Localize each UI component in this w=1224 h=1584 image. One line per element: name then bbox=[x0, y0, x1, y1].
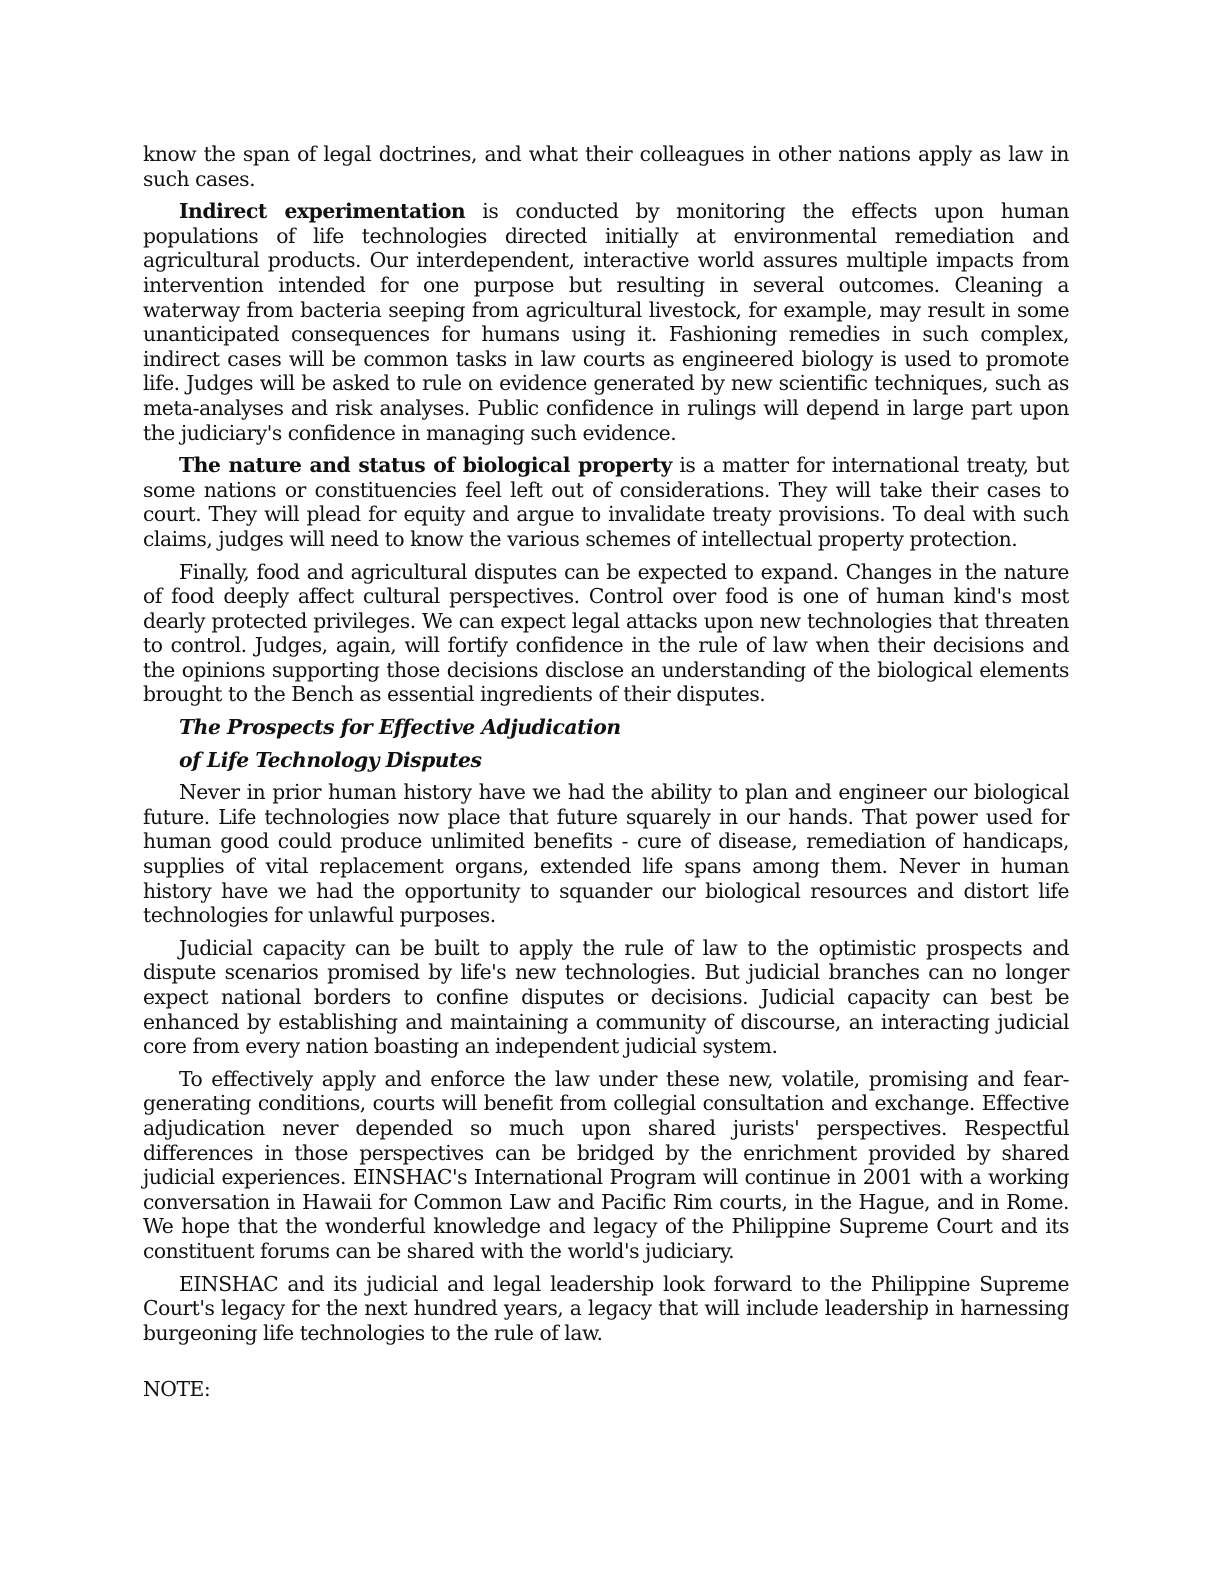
paragraph-lead-bold: The nature and status of biological property bbox=[179, 453, 672, 478]
paragraph-effective-adjudication: To effectively apply and enforce the law under these new, volatile, promising and fear-generating conditions, courts will benefit from collegial consultation and exchange. Effective adjudication never depended so much upon shared jurists' perspectives. Respectful differences in those perspectives can be bridged by the enrichment provided by shared judicial experiences. EINSHAC's International Program will continue in 2001 with a working conversation in Hawaii for Common Law and Pacific Rim courts, in the Hague, and in Rome. We hope that the wonderful knowledge and legacy of the Philippine Supreme Court and its constituent forums can be shared with the world's judiciary. bbox=[143, 1066, 1069, 1263]
paragraph-biological-property bbox=[143, 453, 1069, 551]
section-heading bbox=[179, 715, 1069, 772]
paragraph-body: is a matter for international treaty, but some nations or constituencies feel left out of considerations. They will take their cases to court. They will plead for equity and argue to invalidate treaty provisions. To deal with such claims, judges will need to know the various schemes of intellectual property protection. bbox=[143, 453, 1069, 551]
section-heading-line-1: The Prospects for Effective Adjudication bbox=[179, 715, 621, 740]
paragraph-continuation: know the span of legal doctrines, and what their colleagues in other nations apply as law in such cases. bbox=[143, 142, 1069, 191]
paragraph-judicial-capacity: Judicial capacity can be built to apply the rule of law to the optimistic prospects and dispute scenarios promised by life's new technologies. But judicial branches can no longer expect national borders to confine disputes or decisions. Judicial capacity can best be enhanced by establishing and maintaining a community of discourse, an interacting judicial core from every nation boasting an independent judicial system. bbox=[143, 935, 1069, 1059]
note-label: NOTE: bbox=[143, 1377, 211, 1402]
paragraph-einshac-leadership: EINSHAC and its judicial and legal leadership look forward to the Philippine Supreme Court's legacy for the next hundred years, a legacy that will include leadership in harnessing burgeoning life technologies to the rule of law. bbox=[143, 1271, 1069, 1345]
paragraph-never-in-history: Never in prior human history have we had the ability to plan and engineer our biological future. Life technologies now place that future squarely in our hands. That power used for human good could produce unlimited benefits - cure of disease, remediation of handicaps, supplies of vital replacement organs, extended life spans among them. Never in human history have we had the opportunity to squander our biological resources and distort life technologies for unlawful purposes. bbox=[143, 780, 1069, 928]
paragraph-food-disputes: Finally, food and agricultural disputes can be expected to expand. Changes in the nature of food deeply affect cultural perspectives. Control over food is one of human kind's most dearly protected privileges. We can expect legal attacks upon new technologies that threaten to control. Judges, again, will fortify confidence in the rule of law when their decisions and the opinions supporting those decisions disclose an understanding of the biological elements brought to the Bench as essential ingredients of their disputes. bbox=[143, 559, 1069, 707]
document-page bbox=[143, 142, 1069, 1410]
section-heading-line-2: of Life Technology Disputes bbox=[179, 747, 482, 772]
paragraph-lead-bold: Indirect experimentation bbox=[179, 199, 466, 224]
paragraph-indirect-experimentation bbox=[143, 199, 1069, 445]
paragraph-body: is conducted by monitoring the effects upon human populations of life technologies directed initially at environmental remediation and agricultural products. Our interdependent, interactive world assures multiple impacts from intervention intended for one purpose but resulting in several outcomes. Cleaning a waterway from bacteria seeping from agricultural livestock, for example, may result in some unanticipated consequences for humans using it. Fashioning remedies in such complex, indirect cases will be common tasks in law courts as engineered biology is used to promote life. Judges will be asked to rule on evidence generated by new scientific techniques, such as meta-analyses and risk analyses. Public confidence in rulings will depend in large part upon the judiciary's confidence in managing such evidence. bbox=[143, 199, 1069, 445]
